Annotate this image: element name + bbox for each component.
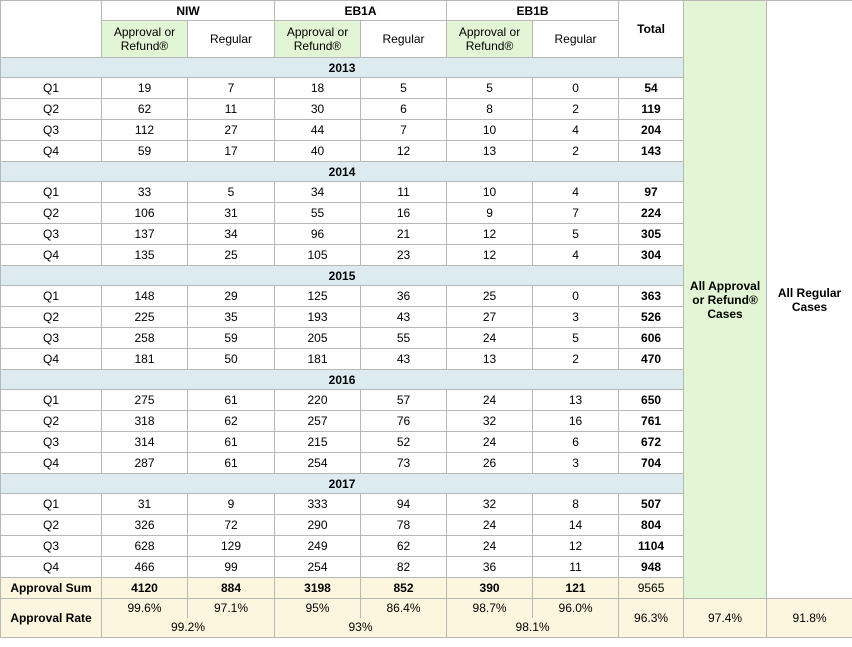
count-cell: 16 <box>533 411 619 432</box>
count-cell: 290 <box>275 515 361 536</box>
count-cell: 44 <box>275 120 361 141</box>
count-cell: 137 <box>102 224 188 245</box>
count-cell: 5 <box>447 78 533 99</box>
approval-rate-row <box>1 599 852 618</box>
approval-sum-label: Approval Sum <box>1 578 102 599</box>
count-cell: 6 <box>361 99 447 120</box>
total-cell: 143 <box>619 141 684 162</box>
count-cell: 333 <box>275 494 361 515</box>
count-cell: 57 <box>361 390 447 411</box>
total-cell: 804 <box>619 515 684 536</box>
total-cell: 224 <box>619 203 684 224</box>
quarter-label: Q1 <box>1 182 102 203</box>
count-cell: 125 <box>275 286 361 307</box>
count-cell: 11 <box>188 99 275 120</box>
count-cell: 11 <box>361 182 447 203</box>
count-cell: 61 <box>188 390 275 411</box>
table-body <box>1 1 852 638</box>
total-cell: 1104 <box>619 536 684 557</box>
count-cell: 193 <box>275 307 361 328</box>
count-cell: 5 <box>361 78 447 99</box>
count-cell: 275 <box>102 390 188 411</box>
rate-cell: 96.0% <box>533 599 619 618</box>
count-cell: 326 <box>102 515 188 536</box>
count-cell: 4 <box>533 245 619 266</box>
count-cell: 8 <box>447 99 533 120</box>
total-cell: 204 <box>619 120 684 141</box>
count-cell: 7 <box>188 78 275 99</box>
total-cell: 304 <box>619 245 684 266</box>
count-cell: 220 <box>275 390 361 411</box>
total-cell: 704 <box>619 453 684 474</box>
count-cell: 314 <box>102 432 188 453</box>
count-cell: 5 <box>188 182 275 203</box>
count-cell: 10 <box>447 182 533 203</box>
total-cell: 672 <box>619 432 684 453</box>
count-cell: 62 <box>188 411 275 432</box>
regular-subheader: Regular <box>533 21 619 58</box>
sum-cell: 884 <box>188 578 275 599</box>
count-cell: 0 <box>533 286 619 307</box>
count-cell: 105 <box>275 245 361 266</box>
group-header: NIW <box>102 1 275 21</box>
count-cell: 205 <box>275 328 361 349</box>
count-cell: 36 <box>361 286 447 307</box>
count-cell: 12 <box>533 536 619 557</box>
count-cell: 135 <box>102 245 188 266</box>
count-cell: 61 <box>188 432 275 453</box>
quarter-label: Q2 <box>1 203 102 224</box>
count-cell: 43 <box>361 307 447 328</box>
count-cell: 4 <box>533 182 619 203</box>
count-cell: 62 <box>102 99 188 120</box>
count-cell: 26 <box>447 453 533 474</box>
count-cell: 7 <box>361 120 447 141</box>
total-cell: 363 <box>619 286 684 307</box>
quarter-label: Q1 <box>1 78 102 99</box>
count-cell: 318 <box>102 411 188 432</box>
count-cell: 4 <box>533 120 619 141</box>
quarter-label: Q4 <box>1 245 102 266</box>
count-cell: 12 <box>447 224 533 245</box>
count-cell: 181 <box>102 349 188 370</box>
count-cell: 106 <box>102 203 188 224</box>
count-cell: 24 <box>447 536 533 557</box>
total-cell: 507 <box>619 494 684 515</box>
quarter-label: Q1 <box>1 390 102 411</box>
count-cell: 23 <box>361 245 447 266</box>
count-cell: 72 <box>188 515 275 536</box>
count-cell: 12 <box>447 245 533 266</box>
count-cell: 628 <box>102 536 188 557</box>
count-cell: 0 <box>533 78 619 99</box>
count-cell: 129 <box>188 536 275 557</box>
total-cell: 305 <box>619 224 684 245</box>
count-cell: 2 <box>533 349 619 370</box>
corner-cell <box>1 1 102 58</box>
quarter-label: Q3 <box>1 432 102 453</box>
count-cell: 34 <box>188 224 275 245</box>
year-label: 2014 <box>1 162 684 182</box>
group-rate-cell: 93% <box>275 618 447 638</box>
count-cell: 148 <box>102 286 188 307</box>
regular-subheader: Regular <box>188 21 275 58</box>
count-cell: 5 <box>533 224 619 245</box>
count-cell: 34 <box>275 182 361 203</box>
all-approval-header: All Approval or Refund® Cases <box>684 1 767 599</box>
count-cell: 14 <box>533 515 619 536</box>
count-cell: 13 <box>447 141 533 162</box>
count-cell: 55 <box>275 203 361 224</box>
count-cell: 59 <box>188 328 275 349</box>
rate-all-regular: 91.8% <box>767 599 852 638</box>
header-row-groups <box>1 1 852 21</box>
count-cell: 11 <box>533 557 619 578</box>
count-cell: 59 <box>102 141 188 162</box>
count-cell: 254 <box>275 557 361 578</box>
quarter-label: Q4 <box>1 557 102 578</box>
rate-cell: 99.6% <box>102 599 188 618</box>
quarter-label: Q1 <box>1 286 102 307</box>
count-cell: 33 <box>102 182 188 203</box>
regular-subheader: Regular <box>361 21 447 58</box>
count-cell: 31 <box>188 203 275 224</box>
group-rate-cell: 98.1% <box>447 618 619 638</box>
count-cell: 99 <box>188 557 275 578</box>
sum-cell: 4120 <box>102 578 188 599</box>
count-cell: 24 <box>447 515 533 536</box>
count-cell: 40 <box>275 141 361 162</box>
count-cell: 10 <box>447 120 533 141</box>
count-cell: 287 <box>102 453 188 474</box>
quarter-label: Q2 <box>1 99 102 120</box>
count-cell: 7 <box>533 203 619 224</box>
sum-cell: 121 <box>533 578 619 599</box>
quarter-label: Q4 <box>1 141 102 162</box>
count-cell: 30 <box>275 99 361 120</box>
count-cell: 27 <box>188 120 275 141</box>
sum-cell: 3198 <box>275 578 361 599</box>
year-label: 2016 <box>1 370 684 390</box>
total-cell: 97 <box>619 182 684 203</box>
count-cell: 78 <box>361 515 447 536</box>
rate-all-approval: 97.4% <box>684 599 767 638</box>
rate-cell: 95% <box>275 599 361 618</box>
rate-total: 96.3% <box>619 599 684 638</box>
quarter-label: Q2 <box>1 515 102 536</box>
count-cell: 76 <box>361 411 447 432</box>
count-cell: 2 <box>533 99 619 120</box>
count-cell: 18 <box>275 78 361 99</box>
count-cell: 3 <box>533 307 619 328</box>
count-cell: 181 <box>275 349 361 370</box>
count-cell: 29 <box>188 286 275 307</box>
count-cell: 215 <box>275 432 361 453</box>
group-header: EB1A <box>275 1 447 21</box>
count-cell: 17 <box>188 141 275 162</box>
count-cell: 82 <box>361 557 447 578</box>
count-cell: 96 <box>275 224 361 245</box>
count-cell: 31 <box>102 494 188 515</box>
count-cell: 35 <box>188 307 275 328</box>
year-label: 2013 <box>1 58 684 78</box>
count-cell: 3 <box>533 453 619 474</box>
quarter-label: Q3 <box>1 536 102 557</box>
quarter-label: Q3 <box>1 224 102 245</box>
count-cell: 9 <box>447 203 533 224</box>
quarter-label: Q3 <box>1 328 102 349</box>
count-cell: 249 <box>275 536 361 557</box>
count-cell: 32 <box>447 411 533 432</box>
count-cell: 6 <box>533 432 619 453</box>
count-cell: 225 <box>102 307 188 328</box>
rate-cell: 98.7% <box>447 599 533 618</box>
count-cell: 36 <box>447 557 533 578</box>
year-label: 2017 <box>1 474 684 494</box>
count-cell: 73 <box>361 453 447 474</box>
group-header: EB1B <box>447 1 619 21</box>
total-cell: 119 <box>619 99 684 120</box>
count-cell: 13 <box>447 349 533 370</box>
approval-subheader: Approval or Refund® <box>447 21 533 58</box>
count-cell: 52 <box>361 432 447 453</box>
approval-subheader: Approval or Refund® <box>275 21 361 58</box>
count-cell: 27 <box>447 307 533 328</box>
group-rate-cell: 99.2% <box>102 618 275 638</box>
count-cell: 94 <box>361 494 447 515</box>
count-cell: 32 <box>447 494 533 515</box>
quarter-label: Q2 <box>1 307 102 328</box>
count-cell: 50 <box>188 349 275 370</box>
count-cell: 466 <box>102 557 188 578</box>
rate-cell: 86.4% <box>361 599 447 618</box>
count-cell: 21 <box>361 224 447 245</box>
count-cell: 258 <box>102 328 188 349</box>
count-cell: 55 <box>361 328 447 349</box>
year-label: 2015 <box>1 266 684 286</box>
total-cell: 948 <box>619 557 684 578</box>
count-cell: 25 <box>188 245 275 266</box>
count-cell: 9 <box>188 494 275 515</box>
count-cell: 13 <box>533 390 619 411</box>
sum-cell: 852 <box>361 578 447 599</box>
count-cell: 12 <box>361 141 447 162</box>
count-cell: 43 <box>361 349 447 370</box>
approval-subheader: Approval or Refund® <box>102 21 188 58</box>
count-cell: 61 <box>188 453 275 474</box>
total-cell: 470 <box>619 349 684 370</box>
all-regular-header: All Regular Cases <box>767 1 852 599</box>
quarter-label: Q3 <box>1 120 102 141</box>
count-cell: 5 <box>533 328 619 349</box>
total-cell: 761 <box>619 411 684 432</box>
sum-cell: 390 <box>447 578 533 599</box>
approval-rate-label: Approval Rate <box>1 599 102 638</box>
sum-total: 9565 <box>619 578 684 599</box>
count-cell: 254 <box>275 453 361 474</box>
count-cell: 25 <box>447 286 533 307</box>
count-cell: 62 <box>361 536 447 557</box>
quarter-label: Q2 <box>1 411 102 432</box>
count-cell: 8 <box>533 494 619 515</box>
count-cell: 19 <box>102 78 188 99</box>
total-cell: 54 <box>619 78 684 99</box>
total-cell: 606 <box>619 328 684 349</box>
quarter-label: Q4 <box>1 453 102 474</box>
count-cell: 2 <box>533 141 619 162</box>
count-cell: 112 <box>102 120 188 141</box>
count-cell: 24 <box>447 328 533 349</box>
quarter-label: Q4 <box>1 349 102 370</box>
count-cell: 16 <box>361 203 447 224</box>
count-cell: 24 <box>447 432 533 453</box>
rate-cell: 97.1% <box>188 599 275 618</box>
count-cell: 24 <box>447 390 533 411</box>
total-cell: 526 <box>619 307 684 328</box>
total-header: Total <box>619 1 684 58</box>
quarter-label: Q1 <box>1 494 102 515</box>
count-cell: 257 <box>275 411 361 432</box>
total-cell: 650 <box>619 390 684 411</box>
